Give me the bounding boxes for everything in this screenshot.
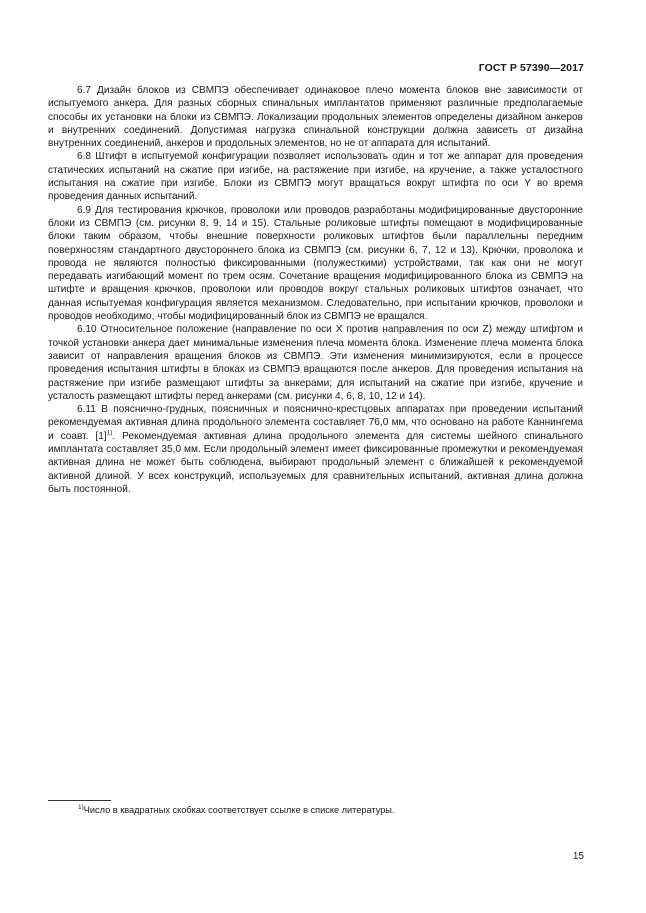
footnote-divider xyxy=(48,800,111,801)
paragraph-6-9: 6.9 Для тестирования крючков, проволоки или проводов разработаны модифицированные двусторонние блоки из СВМПЭ (см. рисунки 8, 9, 14 и 15). Стальные роликовые штифты помещают в модифицированные блоки таким образом, чтобы внешние поверхности роликовых штифтов были параллельны передним поверхностям стандартного двустороннего блока из СВМПЭ (см. рисунки 6, 7, 12 и 13). Крючки, проволока и провода не являются полностью фиксированными (полужесткими) устройствами, так как они не могут передавать изгибающий момент по трем осям. Сочетание вращения модифицированного блока из СВМПЭ на штифте и вращения крючков, проволоки или проводов вокруг стальных роликовых штифтов означает, что данная испытуемая конфигурация является механизмом. Следовательно, при испытании крючков, проволоки и проводов необходимо, чтобы модифицированный блок из СВМПЭ не вращался. xyxy=(48,204,583,323)
paragraph-6-8: 6.8 Штифт в испытуемой конфигурации позволяет использовать один и тот же аппарат для проведения статических испытаний на сжатие при изгибе, на растяжение при изгибе, на кручение, а также усталостного испытания на сжатие при изгибе. Блоки из СВМПЭ могут вращаться вокруг штифта по оси Y во время проведения данных испытаний. xyxy=(48,151,583,203)
paragraph-6-10: 6.10 Относительное положение (направление по оси X против направления по оси Z) между штифтом и точкой установки анкера дает минимальные изменения плеча момента блока. Изменение плеча момента блока зависит от направления вращения блоков из СВМПЭ. Эти изменения минимизируются, если в процессе проведения испытания штифты в блоках из СВМПЭ вращаются после анкеров. Для проведения испытания на растяжение при изгибе размещают штифты за анкерами; для испытаний на сжатие при изгибе, кручение и усталость размещают штифты перед анкерами (см. рисунки 4, 6, 8, 10, 12 и 14). xyxy=(48,324,583,402)
paragraph-6-11 xyxy=(48,403,583,496)
page-number: 15 xyxy=(572,851,584,862)
footnote-marker: 1) xyxy=(78,803,84,811)
footnote-text: Число в квадратных скобках соответствует ссылке в списке литературы. xyxy=(83,805,395,815)
paragraph-6-11-tail: . Рекомендуемая активная длина продольного элемента для системы шейного спинального имплантата составляет 35,0 мм. Если продольный элемент имеет фиксированные промежутки и рекомендуемая активная длина не может быть соблюдена, выбирают продольный элемент с ближайшей к рекомендуемой активной длиной. У всех конструкций, используемых для сравнительных испытаний, активная длина должна быть постоянной. xyxy=(48,430,583,495)
footnote-reference[interactable]: 1) xyxy=(106,429,113,437)
standard-designation: ГОСТ Р 57390—2017 xyxy=(478,62,584,74)
paragraph-6-11-text: 6.11 В пояснично-грудных, поясничных и пояснично-крестцовых аппаратах при проведении испытаний рекомендуемая активная длина продольного элемента составляет 76,0 мм, что основано на работе Каннингема и соавт. [1] xyxy=(48,404,583,442)
footnote xyxy=(78,804,583,816)
paragraph-6-7: 6.7 Дизайн блоков из СВМПЭ обеспечивает одинаковое плечо момента блоков вне зависимости от испытуемого анкера. Для разных сборных спинальных имплантатов применяют различные предполагаемые способы их установки на блоки из СВМПЭ. Локализации продольных элементов определены дизайном анкеров и внутренних соединений. Допустимая нагрузка спинальной конструкции должна зависеть от дизайна внутренних соединений, анкеров и продольных элементов, но не от аппарата для испытаний. xyxy=(48,85,583,150)
document-body xyxy=(48,84,583,496)
